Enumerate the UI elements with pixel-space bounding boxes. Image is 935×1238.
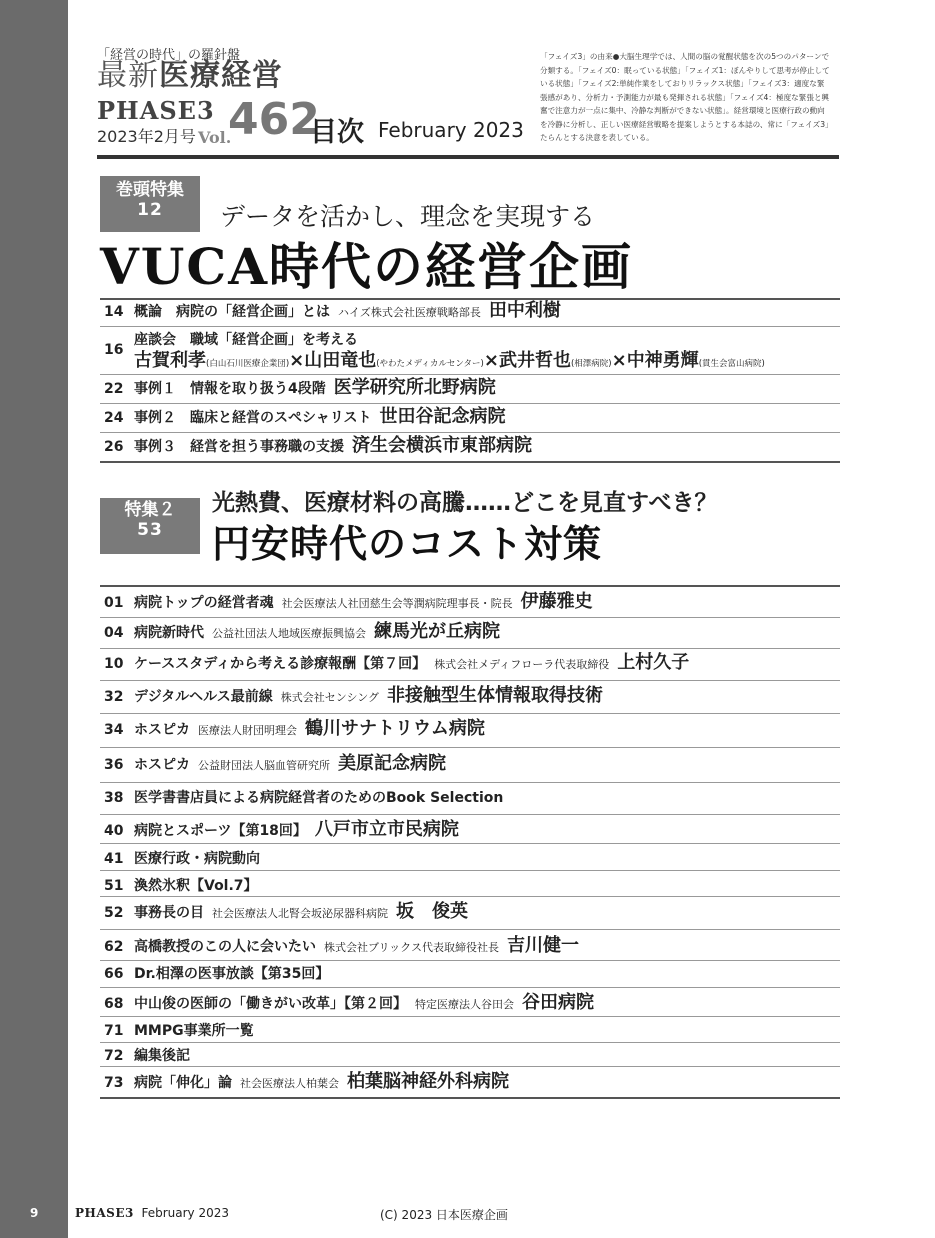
item-title: ホスピカ <box>134 757 190 773</box>
contents-item[interactable] <box>104 788 503 808</box>
item-title: ホスピカ <box>134 722 190 738</box>
item-name: 医学研究所北野病院 <box>333 377 496 398</box>
item-page: 73 <box>104 1075 124 1091</box>
item-title: 事例１ 情報を取り扱う4段階 <box>134 381 326 397</box>
item-page: 66 <box>104 966 124 982</box>
item-title: MMPG事業所一覧 <box>134 1023 254 1039</box>
item-affiliation: 公益財団法人脳血管研究所 <box>198 759 330 772</box>
participant-name: 中神勇輝 <box>626 350 699 371</box>
feature2-badge[interactable] <box>100 498 200 554</box>
contents-label: 目次 <box>310 117 364 148</box>
divider <box>100 1016 840 1017</box>
divider <box>100 987 840 988</box>
contents-item[interactable] <box>104 876 258 896</box>
item-affiliation: 公益社団法人地域医療振興協会 <box>212 627 366 640</box>
left-margin-bar <box>0 0 68 1238</box>
item-name: 済生会横浜市東部病院 <box>352 435 532 456</box>
item-name: 八戸市立市民病院 <box>314 819 459 840</box>
item-name: 吉川健一 <box>507 935 580 956</box>
item-title: 中山俊の医師の「働きがい改革」【第２回】 <box>134 996 407 1012</box>
cross-mark: × <box>611 350 627 371</box>
participant-affiliation: (貫生会富山病院) <box>698 359 765 369</box>
divider <box>100 648 840 649</box>
item-affiliation: 特定医療法人谷田会 <box>415 998 514 1011</box>
item-title: 概論 病院の「経営企画」とは <box>134 304 330 320</box>
header-rule <box>97 155 839 159</box>
item-name: 美原記念病院 <box>338 753 446 774</box>
cross-mark: × <box>483 350 499 371</box>
tagline: 「経営の時代」の羅針盤 <box>97 48 241 63</box>
issue-date: 2023年2月号 <box>97 127 196 146</box>
item-title: 渙然氷釈【Vol.7】 <box>134 878 258 894</box>
footer-phase: PHASE3 <box>75 1206 134 1220</box>
divider <box>100 617 840 618</box>
divider <box>100 680 840 681</box>
item-page: 72 <box>104 1048 124 1064</box>
item-page: 68 <box>104 996 124 1012</box>
item-title: 病院新時代 <box>134 625 204 641</box>
vol-label: Vol. <box>198 128 232 147</box>
item-affiliation: ハイズ株式会社医療戦略部長 <box>338 306 481 319</box>
footer-issue <box>75 1206 229 1220</box>
item-affiliation: 医療法人財団明理会 <box>198 724 297 737</box>
contents-item[interactable] <box>104 902 468 924</box>
divider <box>100 326 840 327</box>
item-title: 医学書書店員による病院経営者のためのBook Selection <box>134 790 504 806</box>
item-page: 41 <box>104 851 124 867</box>
participant-affiliation: (白山石川医療企業団) <box>206 359 290 369</box>
contents-item[interactable] <box>104 820 459 841</box>
divider <box>100 870 840 871</box>
divider <box>100 713 840 714</box>
divider <box>100 843 840 844</box>
item-name: 鶴川サナトリウム病院 <box>305 718 485 739</box>
contents-item[interactable] <box>104 754 446 776</box>
divider <box>100 929 840 930</box>
contents-item[interactable] <box>104 686 603 708</box>
feature1-item[interactable] <box>104 436 532 457</box>
item-page: 26 <box>104 439 124 455</box>
contents-item[interactable] <box>104 1072 509 1094</box>
item-title: 高橋教授のこの人に会いたい <box>134 939 316 955</box>
item-title: Dr.相澤の医事放談【第35回】 <box>134 966 330 982</box>
item-name: 世田谷記念病院 <box>379 406 506 427</box>
participant-affiliation: (やわたメディカルセンター) <box>376 359 484 369</box>
divider <box>100 432 840 433</box>
phase-logo: PHASE3 <box>97 96 215 125</box>
participant-name: 山田竜也 <box>304 350 377 371</box>
item-page: 52 <box>104 905 124 921</box>
item-page: 24 <box>104 410 124 426</box>
item-title: 病院「伸化」論 <box>134 1075 232 1091</box>
item-name: 谷田病院 <box>522 992 594 1013</box>
item-title: 事例３ 経営を担う事務職の支援 <box>134 439 344 455</box>
contents-item[interactable] <box>104 964 329 984</box>
item-name: 非接触型生体情報取得技術 <box>386 685 603 706</box>
item-page: 16 <box>104 342 124 358</box>
magazine-prefix: 最新 <box>97 58 159 93</box>
participant-affiliation: (相澤病院) <box>570 359 612 369</box>
feature1-subtitle: データを活かし、理念を実現する <box>220 202 596 231</box>
divider <box>100 374 840 375</box>
contents-item[interactable] <box>104 1046 190 1066</box>
item-page: 34 <box>104 722 124 738</box>
feature2-title[interactable]: 円安時代のコスト対策 <box>212 521 603 566</box>
item-page: 01 <box>104 595 124 611</box>
item-page: 36 <box>104 757 124 773</box>
contents-item[interactable] <box>104 592 593 614</box>
item-affiliation: 株式会社センシング <box>280 691 379 704</box>
item-affiliation: 株式会社メディフローラ代表取締役 <box>434 658 610 671</box>
divider <box>100 1097 840 1099</box>
item-page: 32 <box>104 689 124 705</box>
feature1-item[interactable] <box>104 330 765 375</box>
month-en: February 2023 <box>378 118 524 142</box>
participant-name: 武井哲也 <box>498 350 571 371</box>
feature2-label: 特集２ <box>124 500 176 520</box>
item-title: ケーススタディから考える診療報酬【第７回】 <box>134 656 427 672</box>
divider <box>100 747 840 748</box>
item-page: 10 <box>104 656 124 672</box>
contents-item[interactable] <box>104 993 594 1015</box>
item-name: 坂 俊英 <box>396 901 468 922</box>
contents-item[interactable] <box>104 622 500 644</box>
item-page: 51 <box>104 878 124 894</box>
footer-month: February 2023 <box>141 1206 230 1220</box>
divider <box>100 1042 840 1043</box>
divider <box>100 960 840 961</box>
divider <box>100 403 840 404</box>
contents-item[interactable] <box>104 653 689 675</box>
divider <box>100 782 840 783</box>
cross-mark: × <box>289 350 305 371</box>
feature1-title[interactable]: VUCA時代の経営企画 <box>100 237 633 296</box>
item-title: 事務長の目 <box>134 905 204 921</box>
item-name: 柏葉脳神経外科病院 <box>347 1071 509 1092</box>
divider <box>100 814 840 815</box>
item-page: 38 <box>104 790 124 806</box>
feature1-item[interactable] <box>104 378 496 399</box>
item-affiliation: 社会医療法人北腎会坂泌尿器科病院 <box>212 907 388 920</box>
item-affiliation: 社会医療法人柏葉会 <box>240 1077 339 1090</box>
item-page: 71 <box>104 1023 124 1039</box>
feature1-item[interactable] <box>104 407 505 428</box>
item-affiliation: 株式会社ブリックス代表取締役社長 <box>324 941 500 954</box>
contents-item[interactable] <box>104 719 485 741</box>
magazine-bold: 医療経営 <box>159 58 283 93</box>
contents-item[interactable] <box>104 849 260 869</box>
item-title: 医療行政・病院動向 <box>134 851 260 867</box>
feature1-label: 巻頭特集 <box>116 180 184 200</box>
item-name: 練馬光が丘病院 <box>374 621 500 642</box>
item-affiliation: 社会医療法人社団慈生会等潤病院理事長・院長 <box>281 597 513 610</box>
item-page: 62 <box>104 939 124 955</box>
item-title: 病院とスポーツ【第18回】 <box>134 823 307 839</box>
divider <box>100 585 840 587</box>
divider <box>100 1066 840 1067</box>
item-page: 14 <box>104 304 124 320</box>
item-page: 04 <box>104 625 124 641</box>
item-page: 40 <box>104 823 124 839</box>
item-title: デジタルヘルス最前線 <box>134 689 273 705</box>
item-name: 田中利樹 <box>488 300 561 321</box>
item-title: 事例２ 臨床と経営のスペシャリスト <box>134 410 372 426</box>
feature1-item[interactable] <box>104 301 561 323</box>
divider <box>100 461 840 463</box>
feature2-page: 53 <box>137 520 163 540</box>
item-title: 病院トップの経営者魂 <box>134 595 274 611</box>
contents-item[interactable] <box>104 1021 254 1041</box>
vol-number: 462 <box>228 94 320 145</box>
phase3-origin-note: 「フェイズ3」の由来●大脳生理学では、人間の脳の覚醒状態を次の5つのパターンで分類する。「フェイズ0：眠っている状態」「フェイズ1：ぼんやりして思考が停止している状態」「フェイズ2:単純作業をしておりリラックス状態」「フェイズ3：適度な緊張感があり、分析力・予測能力が最も発揮される状態」「フェイズ4：極度な緊張と興奮で注意力が一点に集中、冷静な判断ができない状態」。経営環境と医療行政の動向を冷静に分析し、正しい医療経営戦略を提案しようとする本誌の、常に「フェイズ3」たらんとする決意を表している。 <box>540 52 830 142</box>
item-page: 22 <box>104 381 124 397</box>
feature1-page: 12 <box>137 200 163 220</box>
copyright: (C) 2023 日本医療企画 <box>380 1208 508 1222</box>
feature2-subtitle: 光熱費、医療材料の高騰……どこを見直すべき？ <box>212 490 718 516</box>
divider <box>100 896 840 897</box>
item-title: 編集後記 <box>134 1048 190 1064</box>
page-number: 9 <box>30 1206 39 1220</box>
item-name: 上村久子 <box>617 652 690 673</box>
divider <box>100 298 840 300</box>
item-name: 伊藤雅史 <box>520 591 593 612</box>
participant-name: 古賀利孝 <box>134 350 206 371</box>
feature1-badge[interactable] <box>100 176 200 232</box>
item-title: 座談会 職域「経営企画」を考える <box>134 332 358 348</box>
magazine-title <box>97 59 283 93</box>
contents-item[interactable] <box>104 936 579 958</box>
